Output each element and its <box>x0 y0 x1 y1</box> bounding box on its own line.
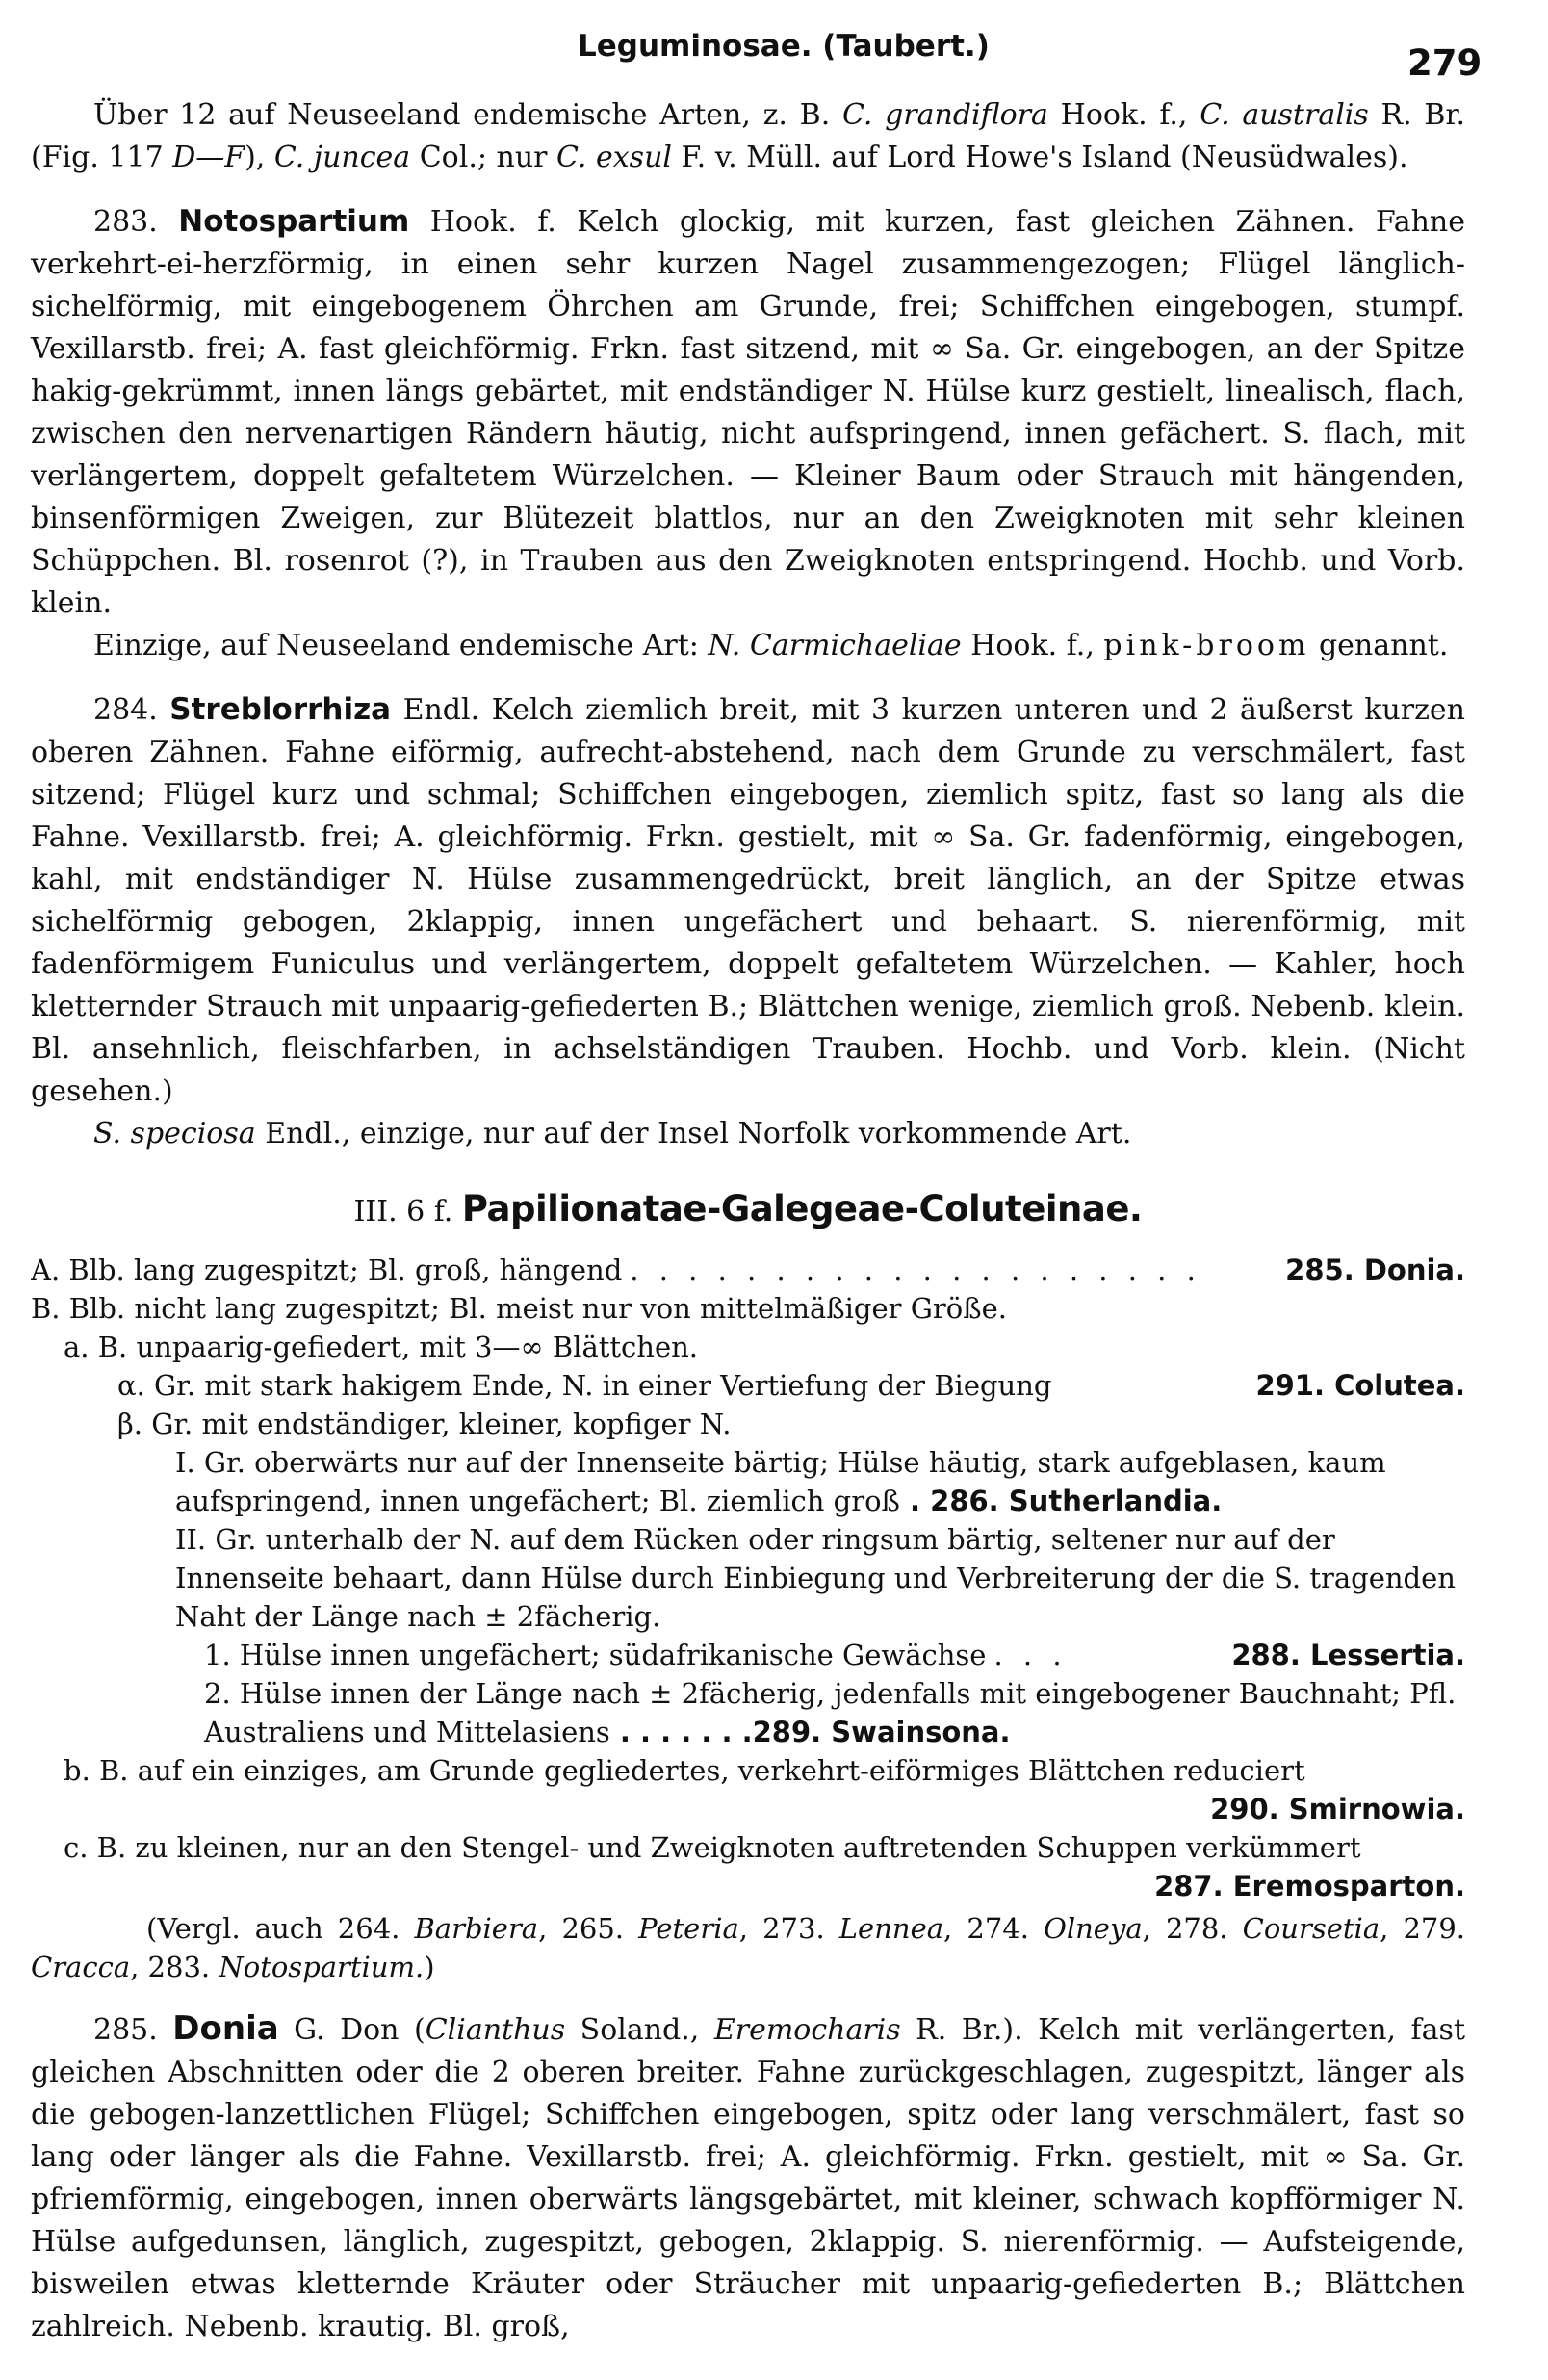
key-line-II: II. Gr. unterhalb der N. auf dem Rücken oder ringsum bärtig, seltener nur auf der Innenseite behaart, dann Hülse durch Einbiegung und Verbreiterung der die S. tragenden Naht der Länge nach ± 2fächerig. <box>175 1523 1456 1633</box>
key-line-beta: β. Gr. mit endständiger, kleiner, kopfiger N. <box>117 1408 732 1440</box>
intro-paragraph: Über 12 auf Neuseeland endemische Arten, z. B. C. grandiflora Hook. f., C. australis R. Br. (Fig. 117 D—F), C. juncea Col.; nur C. exsul F. v. Müll. auf Lord Howe's Island (Neusüdwales). <box>31 98 1465 174</box>
genus-285-description: 285. Donia G. Don (Clianthus Soland., Eremocharis R. Br.). Kelch mit verlängerten, fast gleichen Abschnitten oder die 2 oberen breiter. Fahne zurückgeschlagen, zugespitzt, länger als die gebogen-lanzettlichen Flügel; Schiffchen eingebogen, spitz oder lang verschmälert, fast so lang oder länger als die Fahne. Vexillarstb. frei; A. gleichförmig. Frkn. gestielt, mit ∞ Sa. Gr. pfriemförmig, eingebogen, innen oberwärts längsgebärtet, mit kleiner, schwach kopfförmiger N. Hülse aufgedunsen, länglich, zugespitzt, gebogen, 2klappig. S. nierenförmig. — Aufsteigende, bisweilen etwas kletternde Kräuter oder Sträucher mit unpaarig-gefiederten B.; Blättchen zahlreich. Nebenb. krautig. Bl. groß, <box>31 2009 1465 2343</box>
genus-name: Notospartium <box>178 204 410 239</box>
section-heading: III. 6 f. Papilionatae-Galegeae-Coluteinae. <box>353 1188 1143 1229</box>
genus-283-description: 283. Notospartium Hook. f. Kelch glockig, mit kurzen, fast gleichen Zähnen. Fahne verkehrt-ei-herzförmig, in einen sehr kurzen Nagel zusammengezogen; Flügel länglich-sichelförmig, mit eingebogenem Öhrchen am Grunde, frei; Schiffchen eingebogen, stumpf. Vexillarstb. frei; A. fast gleichförmig. Frkn. fast sitzend, mit ∞ Sa. Gr. eingebogen, an der Spitze hakig-gekrümmt, innen längs gebärtet, mit endständiger N. Hülse kurz gestielt, linealisch, flach, zwischen den nervenartigen Rändern häutig, nicht aufspringend, innen gefächert. S. flach, mit verlängertem, doppelt gefaltetem Würzelchen. — Kleiner Baum oder Strauch mit hängenden, binsenförmigen Zweigen, zur Blütezeit blattlos, nur an den Zweigknoten mit sehr kleinen Schüppchen. Bl. rosenrot (?), in Trauben aus den Zweigknoten entspringend. Hochb. und Vorb. klein. <box>31 204 1465 620</box>
key-result-Bb: 290. Smirnowia. <box>1210 1793 1465 1825</box>
page-body <box>31 94 1465 2348</box>
page-number: 279 <box>1407 42 1483 84</box>
key-line-Bc: c. B. zu kleinen, nur an den Stengel- und Zweigknoten auftretenden Schuppen verkümmert <box>64 1831 1361 1864</box>
section-title: Papilionatae-Galegeae-Coluteinae. <box>461 1188 1143 1229</box>
genus-number: 284. <box>93 693 158 727</box>
key-line-Ba: a. B. unpaarig-gefiedert, mit 3—∞ Blättchen. <box>64 1331 699 1363</box>
genus-name: Streblorrhiza <box>169 692 392 727</box>
page-header <box>0 29 1548 87</box>
key-line-A: A. Blb. lang zugespitzt; Bl. groß, hängend . . . . . . . . . . . . . . . . . . . . 285. Donia. <box>31 1254 1465 1286</box>
genus-283-species: Einzige, auf Neuseeland endemische Art: N. Carmichaeliae Hook. f., pink-broom genannt. <box>93 629 1449 662</box>
genus-number: 283. <box>93 205 158 239</box>
genus-284-species: S. speciosa Endl., einzige, nur auf der Insel Norfolk vorkommende Art. <box>93 1117 1132 1151</box>
key-line-Bb: b. B. auf ein einziges, am Grunde gegliedertes, verkehrt-eiförmiges Blättchen reduciert <box>64 1754 1305 1787</box>
key-line-II-2: 2. Hülse innen der Länge nach ± 2fächerig, jedenfalls mit eingebogener Bauchnaht; Pfl. Australiens und Mittelasiens . . . . . . .289. Swainsona. <box>204 1677 1457 1748</box>
cross-reference: (Vergl. auch 264. Barbiera, 265. Peteria, 273. Lennea, 274. Olneya, 278. Coursetia, 279. Cracca, 283. Notospartium.) <box>31 1912 1466 1983</box>
running-title: Leguminosae. (Taubert.) <box>578 29 990 64</box>
key-line-B: B. Blb. nicht lang zugespitzt; Bl. meist nur von mittelmäßiger Größe. <box>31 1292 1007 1325</box>
genus-number: 285. <box>93 2013 158 2047</box>
key-line-II-1: 1. Hülse innen ungefächert; südafrikanische Gewächse . . . 288. Lessertia. <box>204 1639 1465 1671</box>
key-line-alpha: α. Gr. mit stark hakigem Ende, N. in einer Vertiefung der Biegung 291. Colutea. <box>117 1369 1465 1402</box>
genus-name: Donia <box>172 2009 279 2048</box>
key-result-Bc: 287. Eremosparton. <box>1154 1870 1465 1902</box>
key-line-I: I. Gr. oberwärts nur auf der Innenseite bärtig; Hülse häutig, stark aufgeblasen, kaum aufspringend, innen ungefächert; Bl. ziemlich groß . 286. Sutherlandia. <box>175 1446 1386 1517</box>
identification-key <box>31 1251 1465 1905</box>
genus-284-description: 284. Streblorrhiza Endl. Kelch ziemlich breit, mit 3 kurzen unteren und 2 äußerst kurzen oberen Zähnen. Fahne eiförmig, aufrecht-abstehend, nach dem Grunde zu verschmälert, fast sitzend; Flügel kurz und schmal; Schiffchen eingebogen, ziemlich spitz, fast so lang als die Fahne. Vexillarstb. frei; A. gleichförmig. Frkn. gestielt, mit ∞ Sa. Gr. fadenförmig, eingebogen, kahl, mit endständiger N. Hülse zusammengedrückt, breit länglich, an der Spitze etwas sichelförmig gebogen, 2klappig, innen ungefächert und behaart. S. nierenförmig, mit fadenförmigem Funiculus und verlängertem, doppelt gefaltetem Würzelchen. — Kahler, hoch kletternder Strauch mit unpaarig-gefiederten B.; Blättchen wenige, ziemlich groß. Nebenb. klein. Bl. ansehnlich, fleischfarben, in achselständigen Trauben. Hochb. und Vorb. klein. (Nicht gesehen.) <box>31 692 1465 1108</box>
